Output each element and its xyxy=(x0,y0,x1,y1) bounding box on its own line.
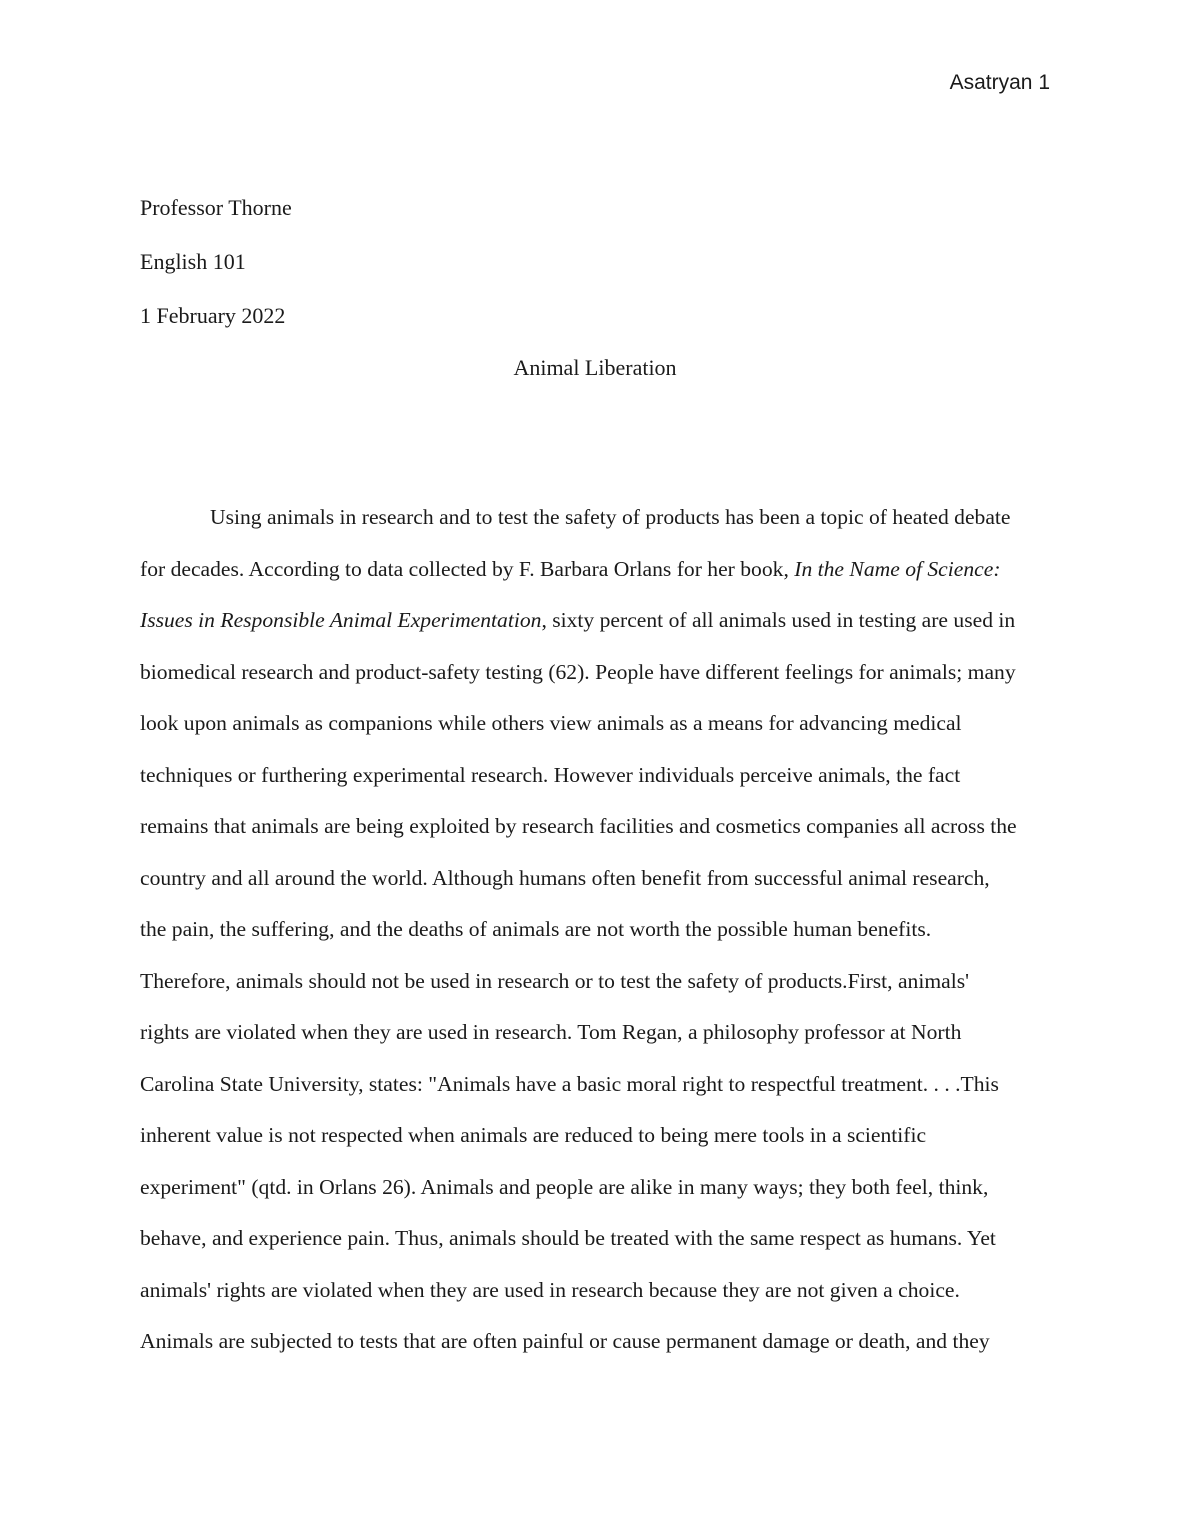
body-line: Therefore, animals should not be used in research or to test the safety of products.First, animals' xyxy=(140,968,970,993)
course-name: English 101 xyxy=(140,249,246,274)
body-line: the pain, the suffering, and the deaths of animals are not worth the possible human benefits. xyxy=(140,917,932,941)
body-line: Carolina State University, states: "Animals have a basic moral right to respectful treatment. . . .This xyxy=(140,1071,999,1096)
body-line: remains that animals are being exploited by research facilities and cosmetics companies all across the xyxy=(140,814,1017,838)
body-line: experiment" (qtd. in Orlans 26). Animals and people are alike in many ways; they both feel, think, xyxy=(140,1174,989,1199)
body-line: inherent value is not respected when animals are reduced to being mere tools in a scientific xyxy=(140,1123,927,1147)
essay-title: Animal Liberation xyxy=(513,355,677,380)
body-line: techniques or furthering experimental research. However individuals perceive animals, the fact xyxy=(140,762,961,787)
book-title-part-1: In the Name of Science: xyxy=(794,556,1001,581)
body-line: Animals are subjected to tests that are often painful or cause permanent damage or death, and they xyxy=(140,1329,990,1353)
instructor-name: Professor Thorne xyxy=(140,195,292,220)
body-line xyxy=(140,595,1060,647)
book-title-part-2: Issues in Responsible Animal Experimentation xyxy=(140,608,542,632)
body-line: animals' rights are violated when they are used in research because they are not given a choice. xyxy=(140,1277,960,1302)
body-line xyxy=(140,544,1060,596)
running-head: Asatryan 1 xyxy=(949,71,1050,94)
body-line: rights are violated when they are used in research. Tom Regan, a philosophy professor at North xyxy=(140,1020,962,1044)
body-line: behave, and experience pain. Thus, animals should be treated with the same respect as humans. Yet xyxy=(140,1226,996,1250)
body-text-segment: , sixty percent of all animals used in testing are used in xyxy=(541,608,1016,632)
body-line: biomedical research and product-safety testing (62). People have different feelings for animals; many xyxy=(140,659,1016,684)
essay-body xyxy=(140,492,1060,1368)
body-line: Using animals in research and to test the safety of products has been a topic of heated debate xyxy=(210,505,1011,529)
date-line: 1 February 2022 xyxy=(140,303,286,328)
body-text-segment: for decades. According to data collected by F. Barbara Orlans for her book, xyxy=(140,556,795,581)
body-line: country and all around the world. Although humans often benefit from successful animal research, xyxy=(140,865,990,890)
body-line: look upon animals as companions while others view animals as a means for advancing medical xyxy=(140,711,962,735)
